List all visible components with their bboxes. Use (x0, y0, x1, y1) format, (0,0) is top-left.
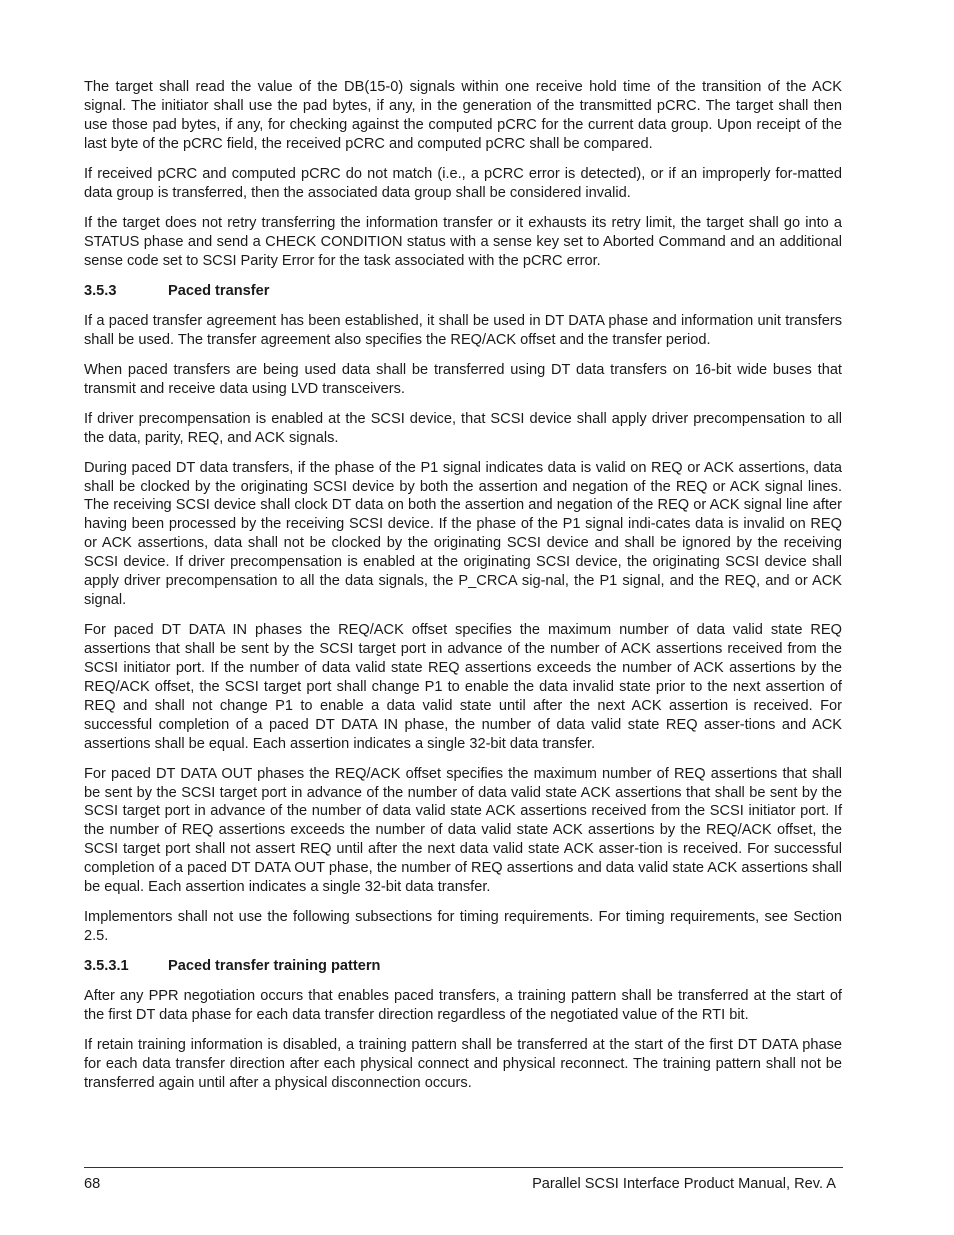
paragraph: After any PPR negotiation occurs that enables paced transfers, a training pattern shall be transferred at the start of the first DT data phase for each data transfer direction regardless of the negotiated value of the RTI bit. (84, 988, 842, 1023)
page-footer (84, 1175, 836, 1193)
paragraph: If retain training information is disabled, a training pattern shall be transferred at the start of the first DT DATA phase for each data transfer direction after each physical connect and physical reconnect. The training pattern shall not be transferred again until after a physical disconnection occurs. (84, 1037, 842, 1091)
subsection-title: Paced transfer training pattern (168, 958, 381, 975)
paragraph: Implementors shall not use the following subsections for timing requirements. For timing requirements, see Section 2.5. (84, 909, 842, 945)
section-title: Paced transfer (168, 282, 270, 299)
section-heading (84, 282, 842, 301)
paragraph: For paced DT DATA OUT phases the REQ/ACK offset specifies the maximum number of REQ assertions that shall be sent by the SCSI target port in advance of the number of data valid state ACK assertions that shall be sent by the SCSI target port in advance of the number of data valid state ACK assertions received from the SCSI initiator port. If the number of REQ assertions exceeds the number of data valid state ACK assertions by the REQ/ACK offset, the SCSI target port shall not assert REQ until after the next data valid state ACK asser-tion is received. For successful completion of a paced DT DATA OUT phase, the number of REQ assertions and data valid state ACK assertions shall be equal. Each assertion indicates a single 32-bit data transfer. (84, 765, 842, 896)
footer-divider (84, 1167, 843, 1168)
subsection-number: 3.5.3.1 (84, 958, 129, 975)
page-number: 68 (84, 1176, 101, 1192)
paragraph: If received pCRC and computed pCRC do not match (i.e., a pCRC error is detected), or if an improperly for-matted data group is transferred, then the associated data group shall be considered invalid. (84, 165, 842, 201)
paragraph: If the target does not retry transferring the information transfer or it exhausts its retry limit, the target shall go into a STATUS phase and send a CHECK CONDITION status with a sense key set to Aborted Command and an additional sense code set to SCSI Parity Error for the task associated with the pCRC error. (84, 214, 842, 269)
paragraph: The target shall read the value of the DB(15-0) signals within one receive hold time of the transition of the ACK signal. The initiator shall use the pad bytes, if any, in the generation of the transmitted pCRC. The target shall then use those pad bytes, if any, for checking against the computed pCRC for the current data group. Upon receipt of the last byte of the pCRC field, the received pCRC and computed pCRC shall be compared. (84, 79, 842, 152)
page-body (84, 78, 842, 1104)
paragraph: During paced DT data transfers, if the phase of the P1 signal indicates data is valid on REQ or ACK assertions, data shall be clocked by the originating SCSI device by both the assertion and negation of the REQ or ACK signal lines. The receiving SCSI device shall clock DT data on both the assertion and negation of the REQ or ACK signal line after having been processed by the receiving SCSI device. If the phase of the P1 signal indi-cates data is invalid on REQ or ACK assertions, data shall not be clocked by the originating SCSI device and shall be ignored by the receiving SCSI device. If driver precompensation is enabled at the originating SCSI device, the originating SCSI device shall apply driver precompensation to all the data signals, the P_CRCA sig-nal, the P1 signal, and the REQ, and or ACK signal. (84, 459, 842, 608)
subsection-heading (84, 957, 842, 976)
paragraph: If driver precompensation is enabled at the SCSI device, that SCSI device shall apply driver precompensation to all the data, parity, REQ, and ACK signals. (84, 410, 842, 446)
paragraph: When paced transfers are being used data shall be transferred using DT data transfers on 16-bit wide buses that transmit and receive data using LVD transceivers. (84, 361, 842, 397)
section-number: 3.5.3 (84, 282, 117, 299)
document-title: Parallel SCSI Interface Product Manual, Rev. A (532, 1176, 836, 1192)
paragraph: If a paced transfer agreement has been established, it shall be used in DT DATA phase and information unit transfers shall be used. The transfer agreement also specifies the REQ/ACK offset and the transfer period. (84, 312, 842, 348)
paragraph: For paced DT DATA IN phases the REQ/ACK offset specifies the maximum number of data valid state REQ assertions that shall be sent by the SCSI target port in advance of the number of ACK assertions received from the SCSI initiator port. If the number of data valid state REQ assertions exceeds the number of ACK assertions by the REQ/ACK offset, the SCSI target port shall change P1 to enable the data invalid state prior to the next assertion of REQ and shall not change P1 to enable a data valid state until after the next ACK assertion is received. For successful completion of a paced DT DATA IN phase, the number of data valid state REQ asser-tions and ACK assertions shall be equal. Each assertion indicates a single 32-bit data transfer. (84, 622, 842, 752)
